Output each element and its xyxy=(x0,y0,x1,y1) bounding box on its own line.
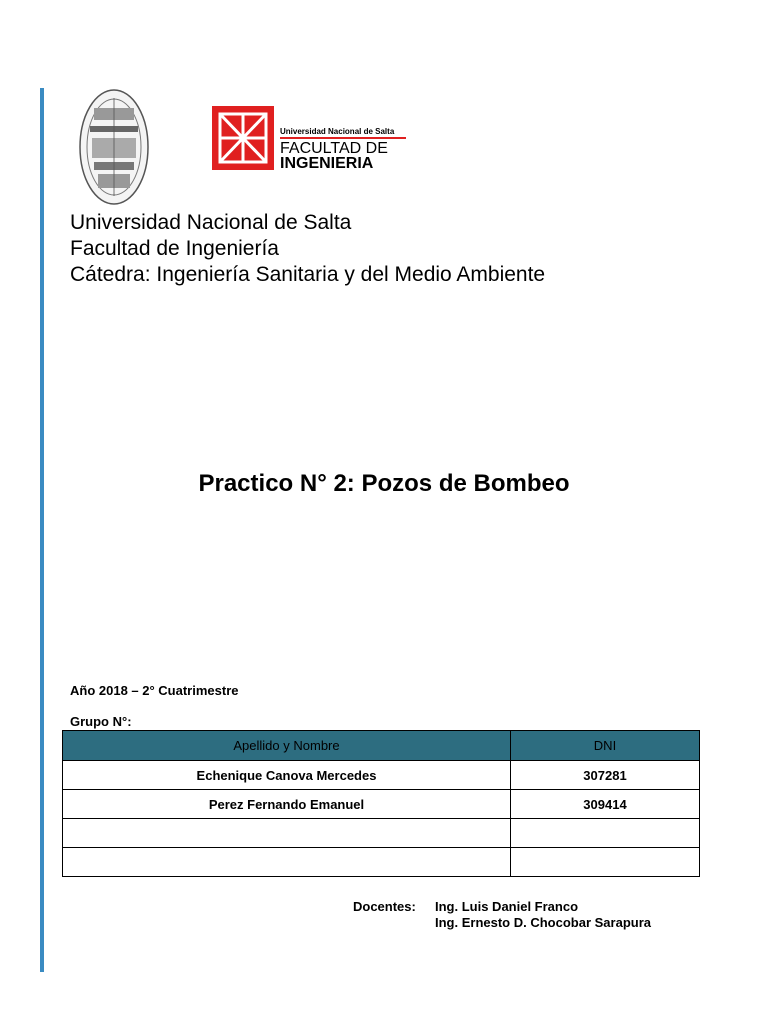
students-table xyxy=(62,730,700,877)
table-cell-dni: 309414 xyxy=(511,790,700,819)
docente-name: Ing. Luis Daniel Franco xyxy=(435,899,579,914)
group-label: Grupo N°: xyxy=(70,714,132,729)
docentes-label: Docentes: xyxy=(353,899,416,914)
column-header-name: Apellido y Nombre xyxy=(63,731,511,761)
faculty-name: Facultad de Ingeniería xyxy=(70,237,279,260)
table-header-row xyxy=(63,731,700,761)
column-header-dni: DNI xyxy=(511,731,700,761)
docente-name: Ing. Ernesto D. Chocobar Sarapura xyxy=(435,915,651,930)
table-cell-name xyxy=(63,848,511,877)
document-title: Practico N° 2: Pozos de Bombeo xyxy=(198,470,570,497)
table-row xyxy=(63,790,700,819)
table-cell-name: Perez Fernando Emanuel xyxy=(63,790,511,819)
table-row xyxy=(63,819,700,848)
docentes-block xyxy=(353,899,651,931)
page-margin-line xyxy=(40,88,44,972)
table-cell-name: Echenique Canova Mercedes xyxy=(63,761,511,790)
faculty-logo xyxy=(212,106,410,170)
header-block xyxy=(70,210,545,288)
logo-line-1: Universidad Nacional de Salta xyxy=(280,127,395,136)
logo-line-3: INGENIERIA xyxy=(280,155,374,170)
table-cell-dni: 307281 xyxy=(511,761,700,790)
logo-line-2: FACULTAD DE xyxy=(280,140,388,157)
table-cell-dni xyxy=(511,819,700,848)
chair-name: Cátedra: Ingeniería Sanitaria y del Medio Ambiente xyxy=(70,263,546,286)
university-seal-icon xyxy=(78,88,150,206)
table-cell-dni xyxy=(511,848,700,877)
year-line: Año 2018 – 2° Cuatrimestre xyxy=(70,683,239,698)
table-cell-name xyxy=(63,819,511,848)
table-row xyxy=(63,761,700,790)
university-name: Universidad Nacional de Salta xyxy=(70,211,352,234)
table-row xyxy=(63,848,700,877)
docentes-names xyxy=(435,899,651,931)
